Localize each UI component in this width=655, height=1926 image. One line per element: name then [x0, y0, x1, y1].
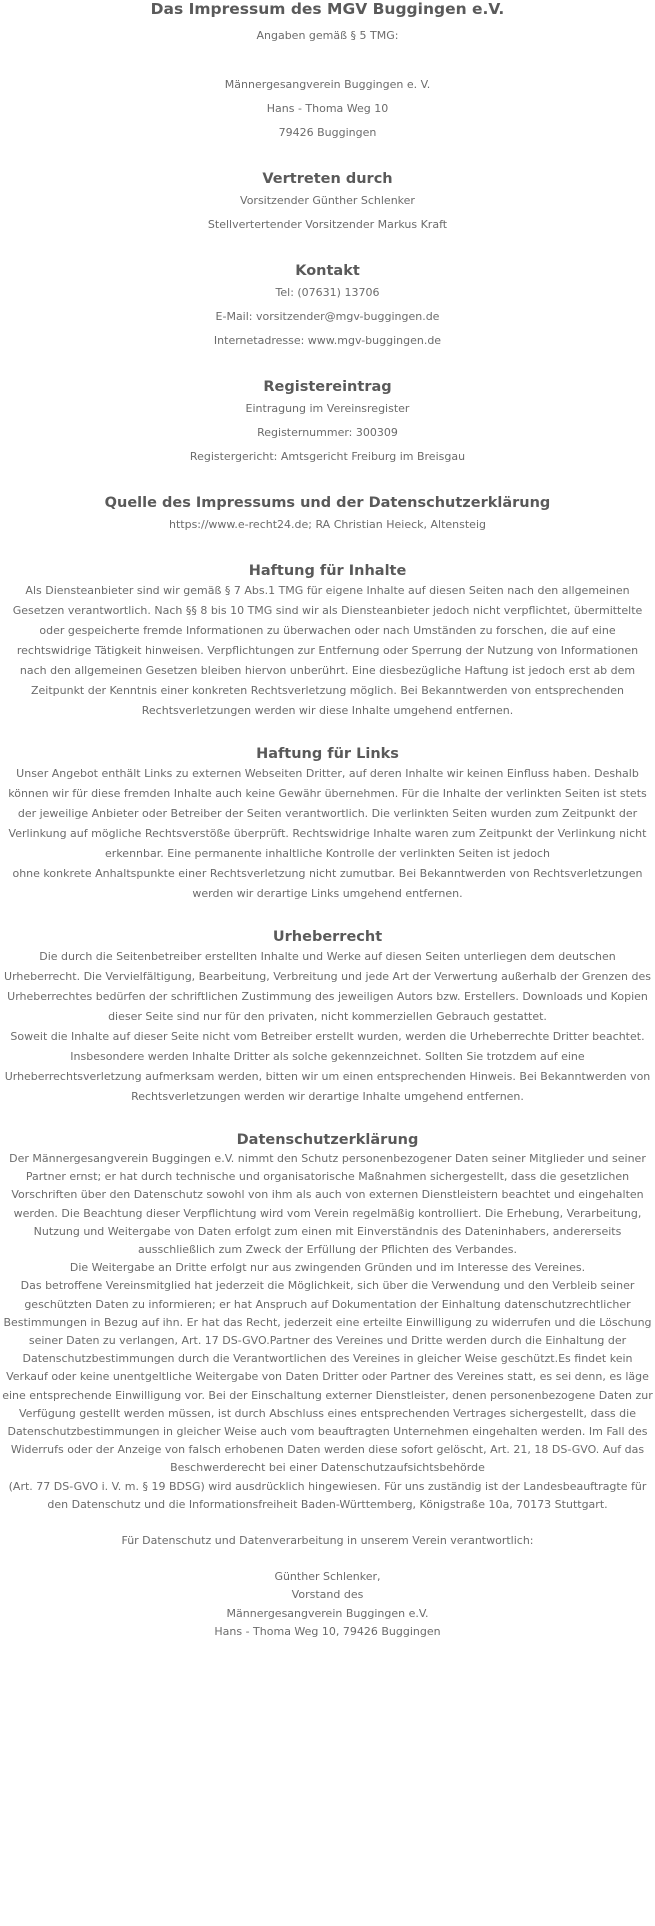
source-section: [0, 493, 655, 537]
contact-email: E-Mail: vorsitzender@mgv-buggingen.de: [215, 310, 440, 323]
liability-content-heading: Haftung für Inhalte: [248, 563, 407, 579]
privacy-heading: Datenschutzerklärung: [236, 1132, 419, 1148]
liability-links-paragraph-2: ohne konkrete Anhaltspunkte einer Rechtsverletzung nicht zumutbar. Bei Bekanntwerden von Rechtsverletzungen werden wir derartige Links umgehend entfernen.: [12, 867, 643, 900]
privacy-paragraph-4: (Art. 77 DS-GVO i. V. m. § 19 BDSG) wird ausdrücklich hingewiesen. Für uns zuständig ist der Landesbeauftragte für den Datenschutz und die Informationsfreiheit Baden-Württemberg, Königstraße 10a, 70173 Stuttgart.: [8, 1479, 647, 1511]
club-street: Hans - Thoma Weg 10: [266, 102, 389, 115]
club-city: 79426 Buggingen: [278, 126, 377, 139]
contact-section: [0, 261, 655, 353]
signature-role: Vorstand des: [291, 1588, 364, 1602]
register-entry: Eintragung im Vereinsregister: [245, 402, 410, 415]
register-court: Registergericht: Amtsgericht Freiburg im Breisgau: [189, 450, 466, 463]
copyright-section: [0, 927, 655, 1107]
liability-links-section: [0, 744, 655, 904]
liability-content-section: [0, 561, 655, 721]
copyright-paragraph-2: Soweit die Inhalte auf dieser Seite nicht vom Betreiber erstellt wurden, werden die Urheberrechte Dritter beachtet. Insbesondere werden Inhalte Dritter als solche gekennzeichnet. Sollten Sie trotzdem auf eine Urheberrechtsverletzung aufmerksam werden, bitten wir um einen entsprechenden Hinweis. Bei Bekanntwerden von Rechtsverletzungen werden wir derartige Inhalte umgehend entfernen.: [4, 1030, 651, 1103]
privacy-paragraph-1: Der Männergesangverein Buggingen e.V. nimmt den Schutz personenbezogener Daten seiner Mitglieder und seiner Partner ernst; er hat durch technische und organisatorische Maßnahmen sichergestellt, dass die gesetzlichen Vorschriften über den Datenschutz sowohl von ihm als auch von externen Dienstleistern beachtet und eingehalten werden. Die Beachtung dieser Verpflichtung wird vom Verein regelmäßig kontrolliert. Die Erhebung, Verarbeitung, Nutzung und Weitergabe von Daten erfolgt zum einen mit Einverständnis des Dateninhabers, andererseits ausschließlich zum Zweck der Erfüllung der Pflichten des Verbandes.: [9, 1152, 646, 1257]
contact-web: Internetadresse: www.mgv-buggingen.de: [213, 334, 442, 347]
register-heading: Registereintrag: [263, 379, 392, 395]
privacy-responsible: Für Datenschutz und Datenverarbeitung in unserem Verein verantwortlich:: [121, 1534, 534, 1548]
copyright-paragraph-1: Die durch die Seitenbetreiber erstellten Inhalte und Werke auf diesen Seiten unterliegen dem deutschen Urheberrecht. Die Vervielfältigung, Bearbeitung, Verbreitung und jede Art der Verwertung außerhalb der Grenzen des Urheberrechtes bedürfen der schriftlichen Zustimmung des jeweiligen Autors bzw. Erstellers. Downloads und Kopien dieser Seite sind nur für den privaten, nicht kommerziellen Gebrauch gestattet.: [4, 950, 651, 1023]
vice-chairman: Stellvertertender Vorsitzender Markus Kraft: [207, 218, 448, 231]
privacy-section: [0, 1130, 655, 1641]
liability-links-text: [0, 764, 655, 904]
signature-name: Günther Schlenker,: [274, 1570, 381, 1584]
source-heading: Quelle des Impressums und der Datenschutzerklärung: [104, 495, 551, 511]
liability-links-heading: Haftung für Links: [256, 746, 399, 762]
page-title: Das Impressum des MGV Buggingen e.V.: [150, 0, 505, 18]
represented-heading: Vertreten durch: [262, 171, 393, 187]
contact-heading: Kontakt: [295, 263, 360, 279]
signature-address: Hans - Thoma Weg 10, 79426 Buggingen: [214, 1624, 441, 1638]
address-block: [0, 73, 655, 145]
source-text: https://www.e-recht24.de; RA Christian Heieck, Altensteig: [169, 518, 486, 531]
privacy-paragraph-2: Die Weitergabe an Dritte erfolgt nur aus zwingenden Gründen und im Interesse des Vereines.: [69, 1261, 586, 1275]
copyright-text: [0, 947, 655, 1107]
liability-content-paragraph: Als Diensteanbieter sind wir gemäß § 7 Abs.1 TMG für eigene Inhalte auf diesen Seiten nach den allgemeinen Gesetzen verantwortlich. Nach §§ 8 bis 10 TMG sind wir als Diensteanbieter jedoch nicht verpflichtet, übermittelte oder gespeicherte fremde Informationen zu überwachen oder nach Umständen zu forschen, die auf eine rechtswidrige Tätigkeit hinweisen. Verpflichtungen zur Entfernung oder Sperrung der Nutzung von Informationen nach den allgemeinen Gesetzen bleiben hiervon unberührt. Eine diesbezügliche Haftung ist jedoch erst ab dem Zeitpunkt der Kenntnis einer konkreten Rechtsverletzung möglich. Bei Bekanntwerden von entsprechenden Rechtsverletzungen werden wir diese Inhalte umgehend entfernen.: [12, 584, 643, 717]
chairman: Vorsitzender Günther Schlenker: [240, 194, 415, 207]
register-section: [0, 377, 655, 469]
club-name: Männergesangverein Buggingen e. V.: [224, 78, 431, 91]
register-number: Registernummer: 300309: [257, 426, 398, 439]
copyright-heading: Urheberrecht: [272, 929, 383, 945]
tmg-note: Angaben gemäß § 5 TMG:: [256, 29, 399, 42]
privacy-paragraph-3: Das betroffene Vereinsmitglied hat jederzeit die Möglichkeit, sich über die Verwendung und den Verbleib seiner geschützten Daten zu informieren; er hat Anspruch auf Dokumentation der Einhaltung datenschutzrechtlicher Bestimmungen in Bezug auf ihn. Er hat das Recht, jederzeit eine erteilte Einwilligung zu widerrufen und die Löschung seiner Daten zu verlangen, Art. 17 DS-GVO.Partner des Vereines und Dritte werden durch die Einhaltung der Datenschutzbestimmungen durch die Verantwortlichen des Vereines in gleicher Weise geschützt.Es findet kein Verkauf oder keine unentgeltliche Weitergabe von Daten Dritter oder Partner des Vereines statt, es sei denn, es läge eine entsprechende Einwilligung vor. Bei der Einschaltung externer Dienstleister, denen personenbezogene Daten zur Verfügung gestellt werden müssen, ist durch Abschluss eines entsprechenden Vertrages sichergestellt, dass die Datenschutzbestimmungen in gleicher Weise auch vom beauftragten Unternehmen eingehalten werden. Im Fall des Widerrufs oder der Anzeige von falsch erhobenen Daten werden diese sofort gelöscht, Art. 21, 18 DS-GVO. Auf das Beschwerderecht bei einer Datenschutzaufsichtsbehörde: [2, 1279, 653, 1475]
liability-content-text: [0, 581, 655, 721]
represented-section: [0, 169, 655, 237]
contact-phone: Tel: (07631) 13706: [275, 286, 380, 299]
privacy-text: [0, 1150, 655, 1641]
signature-org: Männergesangverein Buggingen e.V.: [226, 1606, 429, 1620]
liability-links-paragraph-1: Unser Angebot enthält Links zu externen Webseiten Dritter, auf deren Inhalte wir keinen Einfluss haben. Deshalb können wir für diese fremden Inhalte auch keine Gewähr übernehmen. Für die Inhalte der verlinkten Seiten ist stets der jeweilige Anbieter oder Betreiber der Seiten verantwortlich. Die verlinkten Seiten wurden zum Zeitpunkt der Verlinkung auf mögliche Rechtsverstöße überprüft. Rechtswidrige Inhalte waren zum Zeitpunkt der Verlinkung nicht erkennbar. Eine permanente inhaltliche Kontrolle der verlinkten Seiten ist jedoch: [8, 767, 647, 860]
